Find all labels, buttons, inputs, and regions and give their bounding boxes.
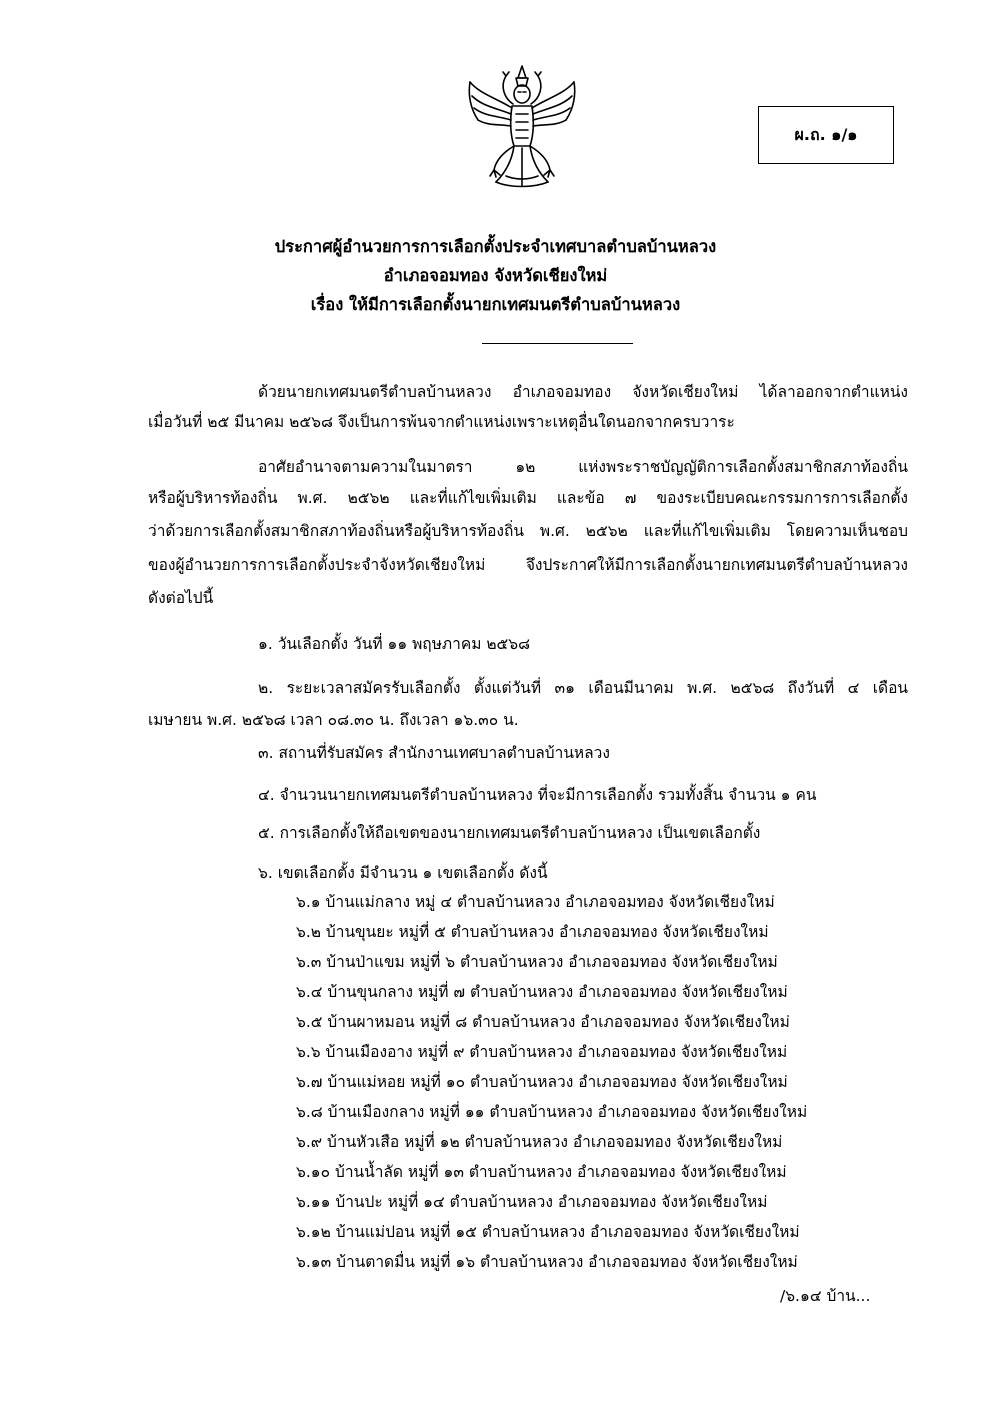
garuda-emblem-icon: [466, 64, 578, 192]
title-line-3: เรื่อง ให้มีการเลือกตั้งนายกเทศมนตรีตำบลบ้านหลวง: [310, 295, 681, 314]
item-3: ๓. สถานที่รับสมัคร สำนักงานเทศบาลตำบลบ้านหลวง: [258, 744, 610, 762]
item-4: ๔. จำนวนนายกเทศมนตรีตำบลบ้านหลวง ที่จะมีการเลือกตั้ง รวมทั้งสิ้น จำนวน ๑ คน: [258, 786, 817, 804]
title-line-2: อำเภอจอมทอง จังหวัดเชียงใหม่: [383, 266, 608, 285]
subitem-6-4: ๖.๔ บ้านขุนกลาง หมู่ที่ ๗ ตำบลบ้านหลวง อำเภอจอมทอง จังหวัดเชียงใหม่: [296, 983, 788, 1001]
subitem-6-2: ๖.๒ บ้านขุนยะ หมู่ที่ ๕ ตำบลบ้านหลวง อำเภอจอมทอง จังหวัดเชียงใหม่: [296, 923, 769, 941]
title-line-1: ประกาศผู้อำนวยการการเลือกตั้งประจำเทศบาลตำบลบ้านหลวง: [274, 237, 717, 256]
subitem-6-12: ๖.๑๒ บ้านแม่ปอน หมู่ที่ ๑๕ ตำบลบ้านหลวง อำเภอจอมทอง จังหวัดเชียงใหม่: [296, 1223, 800, 1241]
form-code: ผ.ถ. ๑/๑: [794, 124, 858, 144]
paragraph-2-line-3: ว่าด้วยการเลือกตั้งสมาชิกสภาท้องถิ่นหรือผู้บริหารท้องถิ่น พ.ศ. ๒๕๖๒ และที่แก้ไขเพิ่มเติม โดยความเห็นชอบ: [148, 522, 908, 540]
continuation-marker: /๖.๑๔ บ้าน...: [780, 1287, 871, 1305]
paragraph-2-line-5: ดังต่อไปนี้: [148, 589, 214, 607]
announcement-title: [150, 232, 841, 319]
subitem-6-13: ๖.๑๓ บ้านตาดมื่น หมู่ที่ ๑๖ ตำบลบ้านหลวง อำเภอจอมทอง จังหวัดเชียงใหม่: [296, 1253, 798, 1271]
subitem-6-6: ๖.๖ บ้านเมืองอาง หมู่ที่ ๙ ตำบลบ้านหลวง อำเภอจอมทอง จังหวัดเชียงใหม่: [296, 1043, 788, 1061]
subitem-6-7: ๖.๗ บ้านแม่หอย หมู่ที่ ๑๐ ตำบลบ้านหลวง อำเภอจอมทอง จังหวัดเชียงใหม่: [296, 1073, 788, 1091]
paragraph-1-line-2: เมื่อวันที่ ๒๕ มีนาคม ๒๕๖๘ จึงเป็นการพ้นจากตำแหน่งเพราะเหตุอื่นใดนอกจากครบวาระ: [148, 413, 735, 431]
subitem-6-3: ๖.๓ บ้านป่าแขม หมู่ที่ ๖ ตำบลบ้านหลวง อำเภอจอมทอง จังหวัดเชียงใหม่: [296, 953, 778, 971]
title-divider: [482, 343, 633, 344]
item-1: ๑. วันเลือกตั้ง วันที่ ๑๑ พฤษภาคม ๒๕๖๘: [258, 635, 531, 653]
subitem-6-10: ๖.๑๐ บ้านน้ำลัด หมู่ที่ ๑๓ ตำบลบ้านหลวง อำเภอจอมทอง จังหวัดเชียงใหม่: [296, 1163, 787, 1181]
paragraph-2-line-4: ของผู้อำนวยการการเลือกตั้งประจำจังหวัดเชียงใหม่ จึงประกาศให้มีการเลือกตั้งนายกเทศมนตรีตำบลบ้านหลวง: [148, 556, 908, 574]
item-2-line-2: เมษายน พ.ศ. ๒๕๖๘ เวลา ๐๘.๓๐ น. ถึงเวลา ๑๖.๓๐ น.: [148, 711, 519, 729]
item-2-line-1: ๒. ระยะเวลาสมัครรับเลือกตั้ง ตั้งแต่วันที่ ๓๑ เดือนมีนาคม พ.ศ. ๒๕๖๘ ถึงวันที่ ๔ เดือน: [258, 679, 908, 697]
paragraph-1-line-1: ด้วยนายกเทศมนตรีตำบลบ้านหลวง อำเภอจอมทอง จังหวัดเชียงใหม่ ได้ลาออกจากตำแหน่ง: [258, 383, 908, 401]
paragraph-2-line-2: หรือผู้บริหารท้องถิ่น พ.ศ. ๒๕๖๒ และที่แก้ไขเพิ่มเติม และข้อ ๗ ของระเบียบคณะกรรมการการเลือกตั้ง: [148, 489, 908, 507]
item-5: ๕. การเลือกตั้งให้ถือเขตของนายกเทศมนตรีตำบลบ้านหลวง เป็นเขตเลือกตั้ง: [258, 824, 761, 842]
item-6: ๖. เขตเลือกตั้ง มีจำนวน ๑ เขตเลือกตั้ง ดังนี้: [258, 864, 548, 882]
subitem-6-1: ๖.๑ บ้านแม่กลาง หมู่ ๔ ตำบลบ้านหลวง อำเภอจอมทอง จังหวัดเชียงใหม่: [296, 893, 775, 911]
subitem-6-9: ๖.๙ บ้านหัวเสือ หมู่ที่ ๑๒ ตำบลบ้านหลวง อำเภอจอมทอง จังหวัดเชียงใหม่: [296, 1133, 783, 1151]
subitem-6-5: ๖.๕ บ้านผาหมอน หมู่ที่ ๘ ตำบลบ้านหลวง อำเภอจอมทอง จังหวัดเชียงใหม่: [296, 1013, 790, 1031]
form-code-box: [758, 106, 894, 164]
subitem-6-11: ๖.๑๑ บ้านปะ หมู่ที่ ๑๔ ตำบลบ้านหลวง อำเภอจอมทอง จังหวัดเชียงใหม่: [296, 1193, 768, 1211]
paragraph-2-line-1: อาศัยอำนาจตามความในมาตรา ๑๒ แห่งพระราชบัญญัติการเลือกตั้งสมาชิกสภาท้องถิ่น: [258, 458, 908, 476]
subitem-6-8: ๖.๘ บ้านเมืองกลาง หมู่ที่ ๑๑ ตำบลบ้านหลวง อำเภอจอมทอง จังหวัดเชียงใหม่: [296, 1103, 808, 1121]
